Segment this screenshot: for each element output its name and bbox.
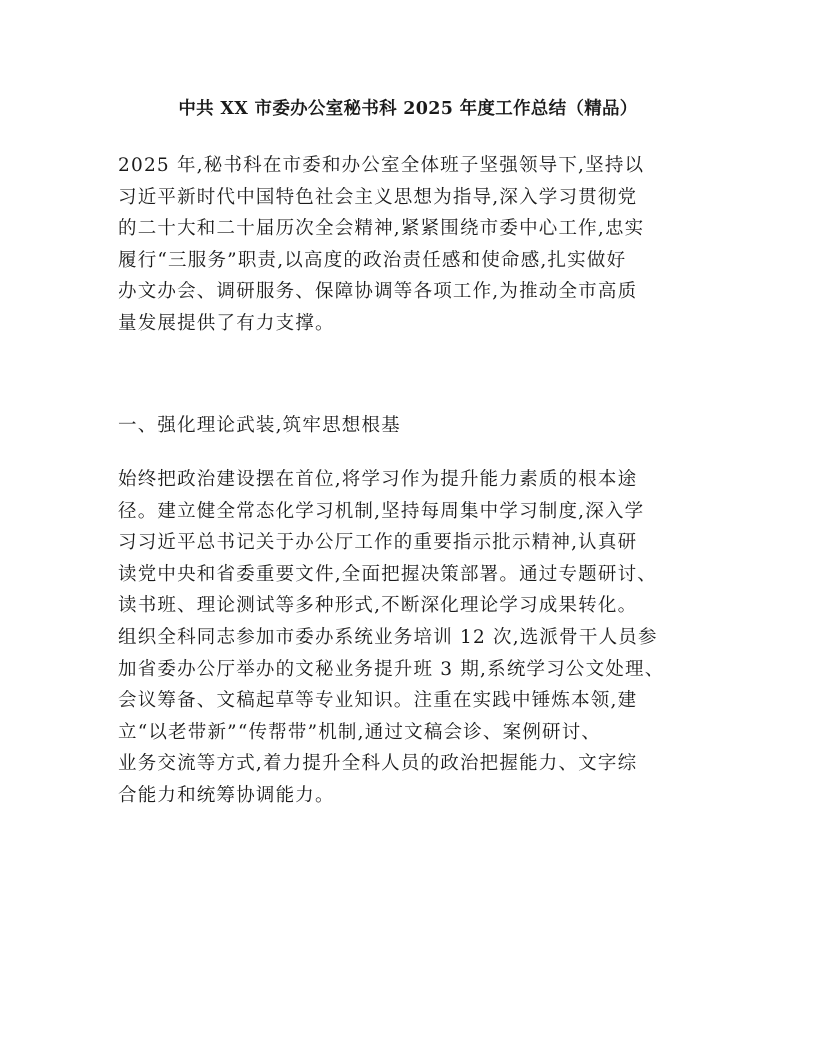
section-paragraph bbox=[118, 464, 702, 812]
paragraph-line: 加省委办公厅举办的文秘业务提升班 3 期,系统学习公文处理、 bbox=[118, 658, 665, 680]
paragraph-line: 始终把政治建设摆在首位,将学习作为提升能力素质的根本途 bbox=[118, 469, 638, 490]
paragraph-line: 习近平新时代中国特色社会主义思想为指导,深入学习贯彻党 bbox=[118, 186, 638, 208]
paragraph-line: 量发展提供了有力支撑。 bbox=[118, 312, 335, 334]
paragraph-line: 履行“三服务”职责,以高度的政治责任感和使命感,扎实做好 bbox=[118, 249, 627, 271]
intro-paragraph bbox=[118, 150, 702, 340]
paragraph-line: 2025 年,秘书科在市委和办公室全体班子坚强领导下,坚持以 bbox=[118, 155, 645, 176]
paragraph-line: 业务交流等方式,着力提升全科人员的政治把握能力、文字综 bbox=[118, 753, 638, 775]
section-heading bbox=[118, 410, 702, 442]
paragraph-line: 组织全科同志参加市委办系统业务培训 12 次,选派骨干人员参 bbox=[118, 626, 658, 648]
paragraph-line: 立“以老带新”“传帮带”机制,通过文稿会诊、案例研讨、 bbox=[118, 721, 602, 743]
paragraph-line: 读党中央和省委重要文件,全面把握决策部署。通过专题研讨、 bbox=[118, 563, 657, 585]
document-title: 中共 XX 市委办公室秘书科 2025 年度工作总结（精品） bbox=[178, 99, 638, 119]
paragraph-line: 读书班、理论测试等多种形式,不断深化理论学习成果转化。 bbox=[118, 595, 638, 617]
paragraph-line: 的二十大和二十届历次全会精神,紧紧围绕市委中心工作,忠实 bbox=[118, 218, 645, 240]
paragraph-line: 会议筹备、文稿起草等专业知识。注重在实践中锤炼本领,建 bbox=[118, 690, 638, 712]
paragraph-line: 习习近平总书记关于办公厅工作的重要指示批示精神,认真研 bbox=[118, 532, 638, 554]
paragraph-line: 合能力和统筹协调能力。 bbox=[118, 784, 335, 806]
paragraph-line: 径。建立健全常态化学习机制,坚持每周集中学习制度,深入学 bbox=[118, 500, 645, 522]
section-heading-text: 一、强化理论武装,筑牢思想根基 bbox=[118, 415, 401, 436]
paragraph-line: 办文办会、调研服务、保障协调等各项工作,为推动全市高质 bbox=[118, 281, 638, 303]
